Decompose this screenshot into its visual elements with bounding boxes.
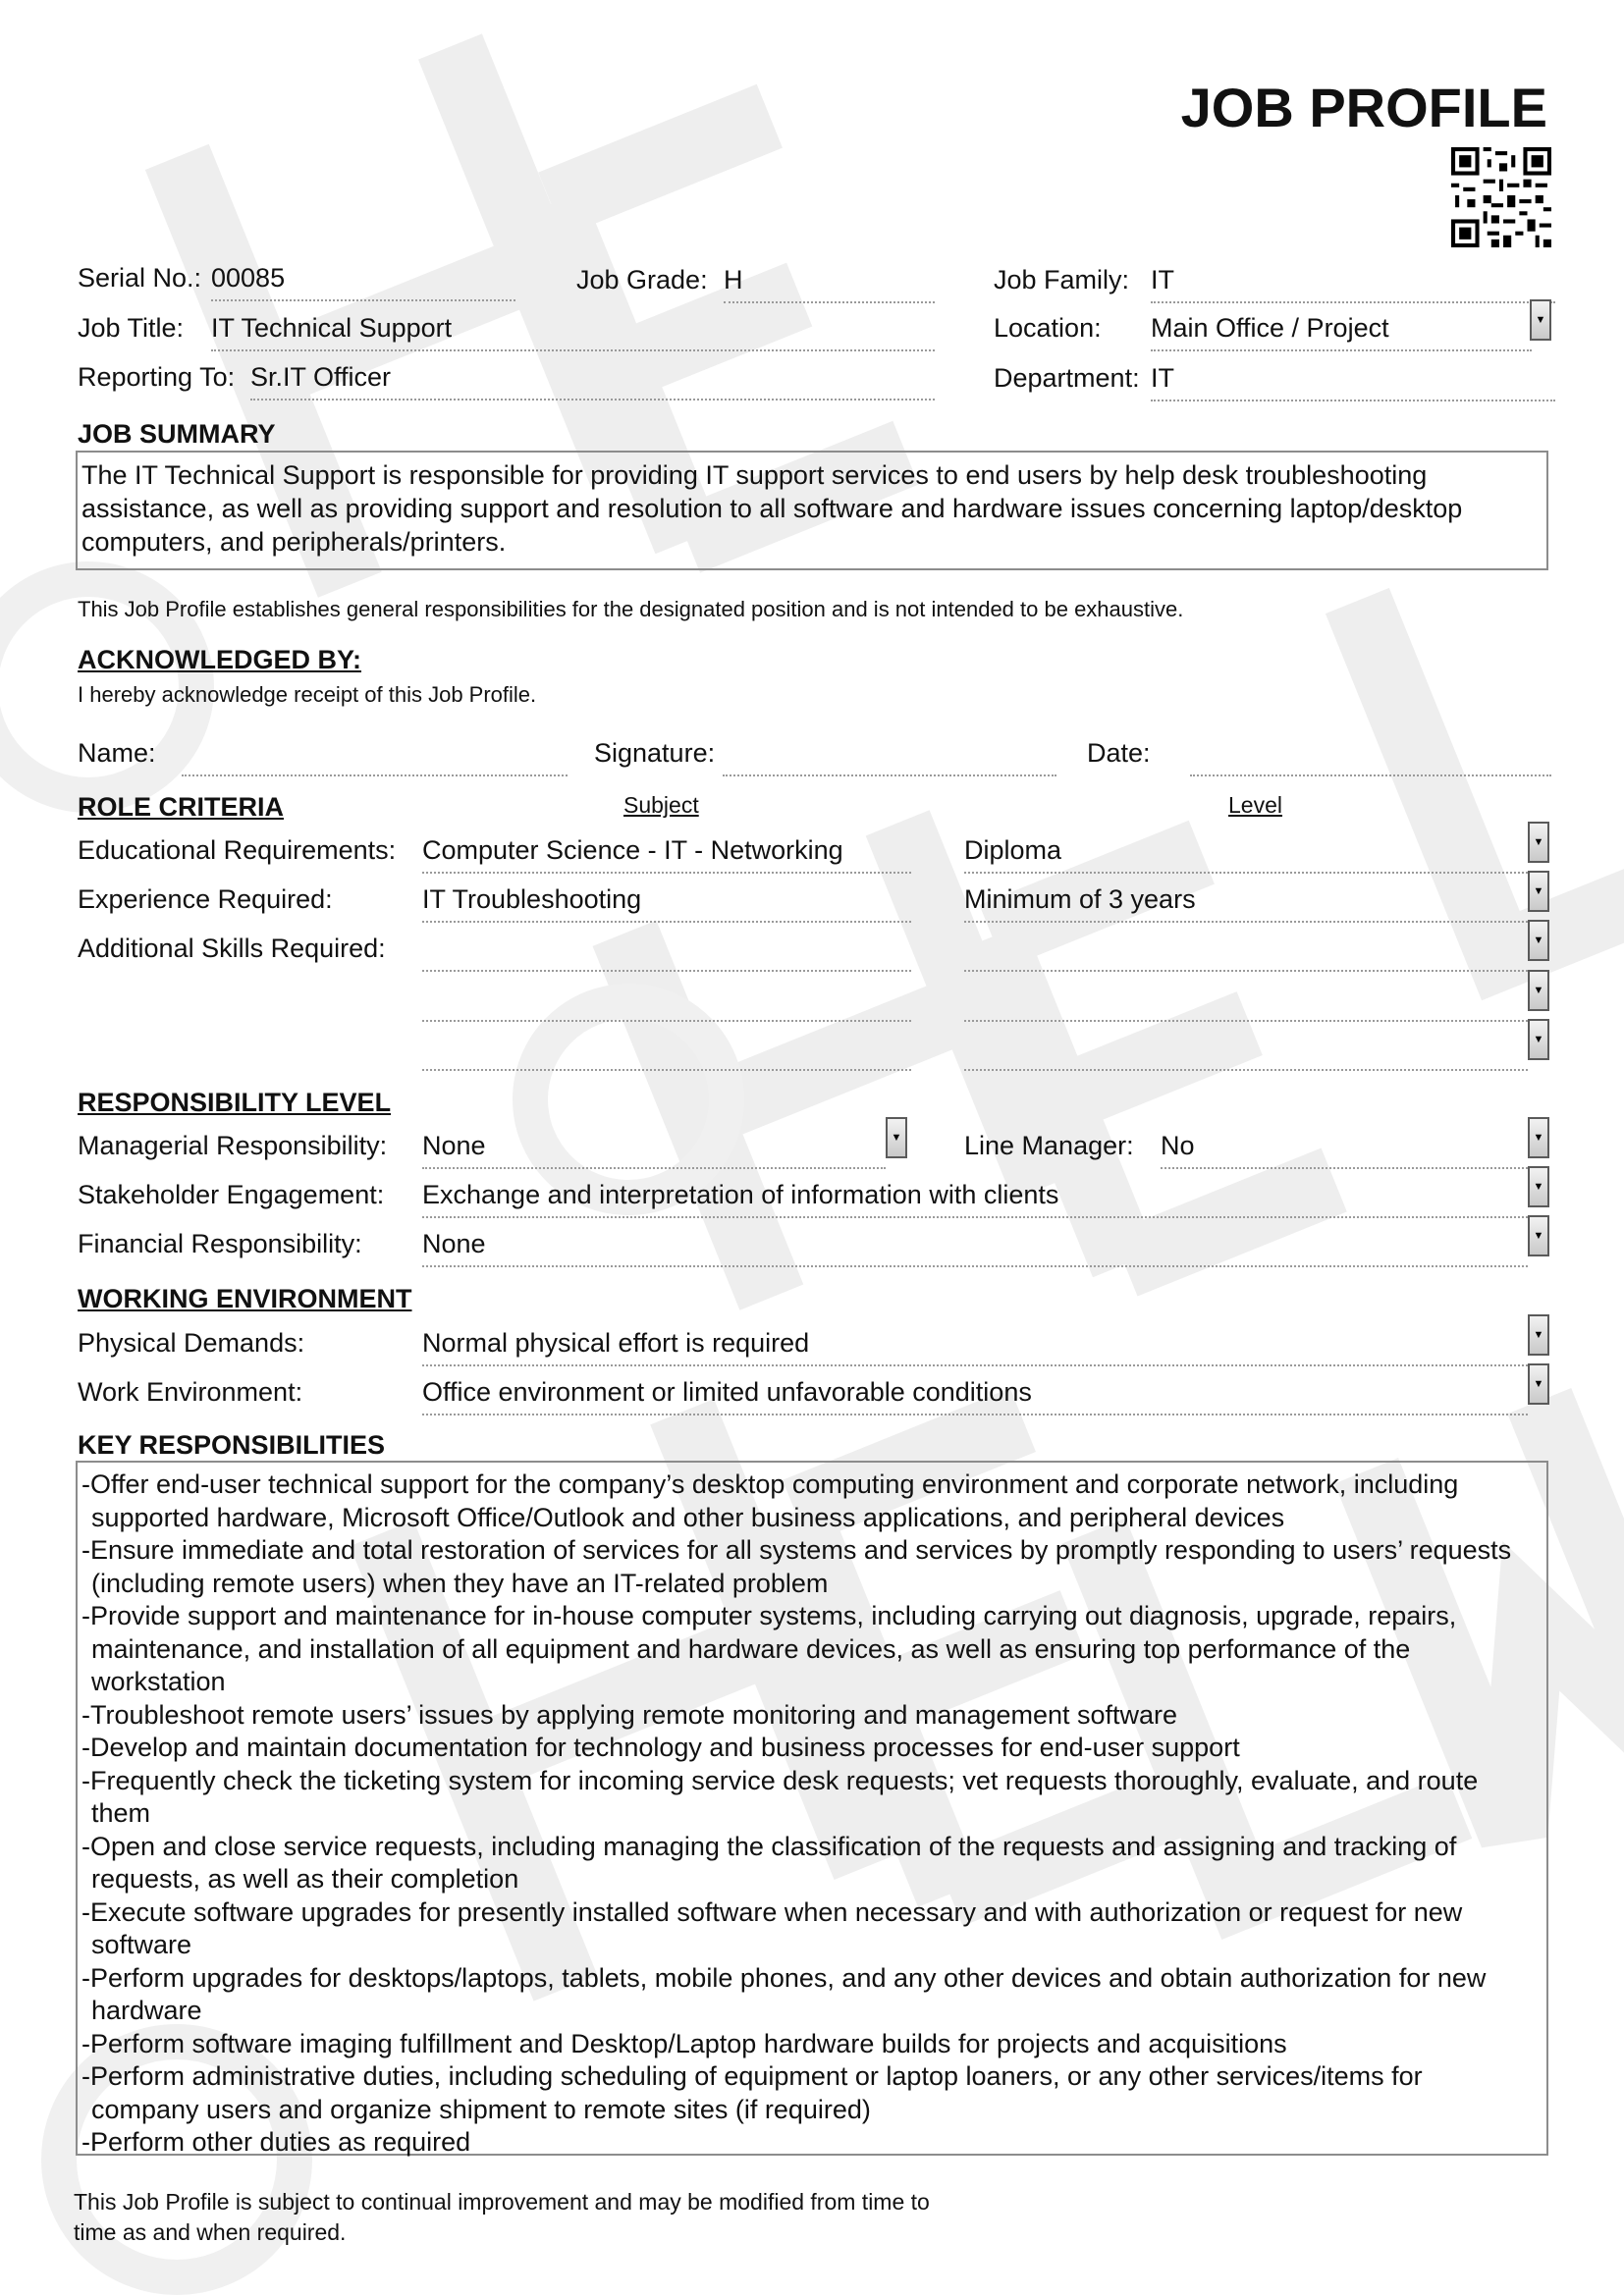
serial-field[interactable]: 00085	[211, 265, 515, 301]
stakeholder-field[interactable]: Exchange and interpretation of information with clients	[422, 1182, 1528, 1218]
date-label: Date:	[1087, 738, 1151, 768]
location-label: Location:	[994, 313, 1102, 343]
financial-field[interactable]: None	[422, 1231, 1528, 1267]
list-item: -Troubleshoot remote users’ issues by applying remote monitoring and management software	[81, 1699, 1178, 1730]
skills-level-field-1[interactable]	[964, 935, 1528, 972]
job-summary-heading: JOB SUMMARY	[78, 419, 276, 449]
key-responsibilities-heading: KEY RESPONSIBILITIES	[78, 1430, 386, 1460]
physical-demands-dropdown-icon[interactable]: ▼	[1528, 1314, 1549, 1356]
reporting-to-field[interactable]: Sr.IT Officer	[250, 364, 935, 400]
list-item: -Perform upgrades for desktops/laptops, tablets, mobile phones, and any other devices and obtain authorization for new hardware	[81, 1962, 1487, 2025]
footer-note-line-1: This Job Profile is subject to continual improvement and may be modified from time to	[74, 2189, 930, 2215]
stakeholder-dropdown-icon[interactable]: ▼	[1528, 1166, 1549, 1207]
level-column-header: Level	[1228, 792, 1282, 818]
name-field[interactable]	[182, 740, 568, 776]
skills-level-field-3[interactable]	[964, 1035, 1528, 1071]
job-grade-field[interactable]: H	[724, 267, 935, 303]
list-item: -Offer end-user technical support for the company’s desktop computing environment and corporate network, including supported hardware, Microsoft Office/Outlook and other business applications, and peripheral devices	[81, 1469, 1459, 1532]
stakeholder-label: Stakeholder Engagement:	[78, 1180, 385, 1209]
role-criteria-heading: ROLE CRITERIA	[78, 792, 285, 822]
key-responsibilities-list	[81, 1468, 1535, 2160]
skills-subject-field-2[interactable]	[422, 986, 911, 1022]
reporting-to-label: Reporting To:	[78, 362, 236, 392]
physical-demands-label: Physical Demands:	[78, 1328, 305, 1358]
list-item: -Frequently check the ticketing system for incoming service desk requests; vet requests thoroughly, evaluate, and route them	[81, 1765, 1479, 1828]
key-responsibilities-box[interactable]	[76, 1461, 1548, 2156]
job-family-label: Job Family:	[994, 265, 1130, 294]
location-dropdown-icon[interactable]: ▼	[1530, 299, 1551, 341]
list-item: -Develop and maintain documentation for technology and business processes for end-user support	[81, 1733, 1240, 1762]
list-item: -Execute software upgrades for presently installed software when necessary and with authorization or request for new software	[81, 1896, 1463, 1959]
acknowledge-note: I hereby acknowledge receipt of this Job Profile.	[78, 682, 537, 707]
job-summary-text: The IT Technical Support is responsible for providing IT support services to end users by help desk troubleshooting assistance, as well as providing support and resolution to all software and hardware issues concerning laptop/desktop computers, and peripherals/printers.	[81, 460, 1463, 557]
line-manager-dropdown-icon[interactable]: ▼	[1528, 1117, 1549, 1158]
working-environment-heading: WORKING ENVIRONMENT	[78, 1284, 412, 1313]
education-level-field[interactable]: Diploma	[964, 837, 1528, 874]
experience-subject-field[interactable]: IT Troubleshooting	[422, 886, 911, 923]
job-title-field[interactable]: IT Technical Support	[211, 315, 935, 351]
document-title: JOB PROFILE	[1180, 77, 1547, 138]
list-item: -Perform administrative duties, including scheduling of equipment or laptop loaners, or any other services/items for company users and organize shipment to remote sites (if required)	[81, 2061, 1423, 2124]
managerial-dropdown-icon[interactable]: ▼	[886, 1117, 907, 1158]
signature-field[interactable]	[723, 740, 1056, 776]
job-grade-label: Job Grade:	[576, 265, 708, 294]
financial-label: Financial Responsibility:	[78, 1229, 362, 1258]
work-environment-field[interactable]: Office environment or limited unfavorable conditions	[422, 1379, 1528, 1415]
date-field[interactable]	[1190, 740, 1551, 776]
responsibility-level-heading: RESPONSIBILITY LEVEL	[78, 1088, 392, 1117]
list-item: -Perform other duties as required	[81, 2127, 471, 2157]
education-subject-field[interactable]: Computer Science - IT - Networking	[422, 837, 911, 874]
department-label: Department:	[994, 363, 1140, 393]
job-family-field[interactable]: IT	[1151, 267, 1555, 303]
physical-demands-field[interactable]: Normal physical effort is required	[422, 1330, 1528, 1366]
skills-label: Additional Skills Required:	[78, 934, 386, 963]
managerial-field[interactable]: None	[422, 1133, 886, 1169]
department-field[interactable]: IT	[1151, 365, 1555, 401]
line-manager-label: Line Manager:	[964, 1131, 1134, 1160]
experience-level-field[interactable]: Minimum of 3 years	[964, 886, 1528, 923]
experience-level-dropdown-icon[interactable]: ▼	[1528, 871, 1549, 912]
list-item: -Open and close service requests, including managing the classification of the requests and assigning and tracking of requests, as well as their completion	[81, 1831, 1457, 1894]
qr-code	[1451, 147, 1551, 247]
skills-level-field-2[interactable]	[964, 986, 1528, 1022]
education-label: Educational Requirements:	[78, 835, 397, 865]
line-manager-field[interactable]: No	[1161, 1133, 1528, 1169]
job-summary-box[interactable]	[76, 451, 1548, 570]
skills-level-dropdown-icon-2[interactable]: ▼	[1528, 970, 1549, 1011]
acknowledged-heading: ACKNOWLEDGED BY:	[78, 645, 361, 674]
location-field[interactable]: Main Office / Project	[1151, 315, 1532, 351]
managerial-label: Managerial Responsibility:	[78, 1131, 388, 1160]
name-label: Name:	[78, 738, 156, 768]
experience-label: Experience Required:	[78, 884, 333, 914]
work-environment-label: Work Environment:	[78, 1377, 303, 1407]
list-item: -Provide support and maintenance for in-house computer systems, including carrying out diagnosis, upgrade, repairs, maintenance, and installation of all equipment and hardware devices, as well as ensuring top performance of the workstation	[81, 1601, 1457, 1696]
skills-subject-field-3[interactable]	[422, 1035, 911, 1071]
footer-note-line-2: time as and when required.	[74, 2219, 347, 2245]
serial-label: Serial No.:	[78, 263, 202, 293]
list-item: -Perform software imaging fulfillment and Desktop/Laptop hardware builds for projects and acquisitions	[81, 2028, 1287, 2058]
work-environment-dropdown-icon[interactable]: ▼	[1528, 1363, 1549, 1405]
financial-dropdown-icon[interactable]: ▼	[1528, 1215, 1549, 1256]
subject-column-header: Subject	[623, 792, 699, 818]
education-level-dropdown-icon[interactable]: ▼	[1528, 822, 1549, 863]
list-item: -Ensure immediate and total restoration of services for all systems and services by promptly responding to users’ requests (including remote users) when they have an IT-related problem	[81, 1535, 1512, 1598]
signature-label: Signature:	[594, 738, 716, 768]
footer-note	[74, 2187, 1056, 2248]
disclaimer-text: This Job Profile establishes general responsibilities for the designated position and is not intended to be exhaustive.	[78, 597, 1184, 621]
job-title-label: Job Title:	[78, 313, 185, 343]
skills-level-dropdown-icon-1[interactable]: ▼	[1528, 920, 1549, 961]
skills-subject-field-1[interactable]	[422, 935, 911, 972]
skills-level-dropdown-icon-3[interactable]: ▼	[1528, 1019, 1549, 1060]
